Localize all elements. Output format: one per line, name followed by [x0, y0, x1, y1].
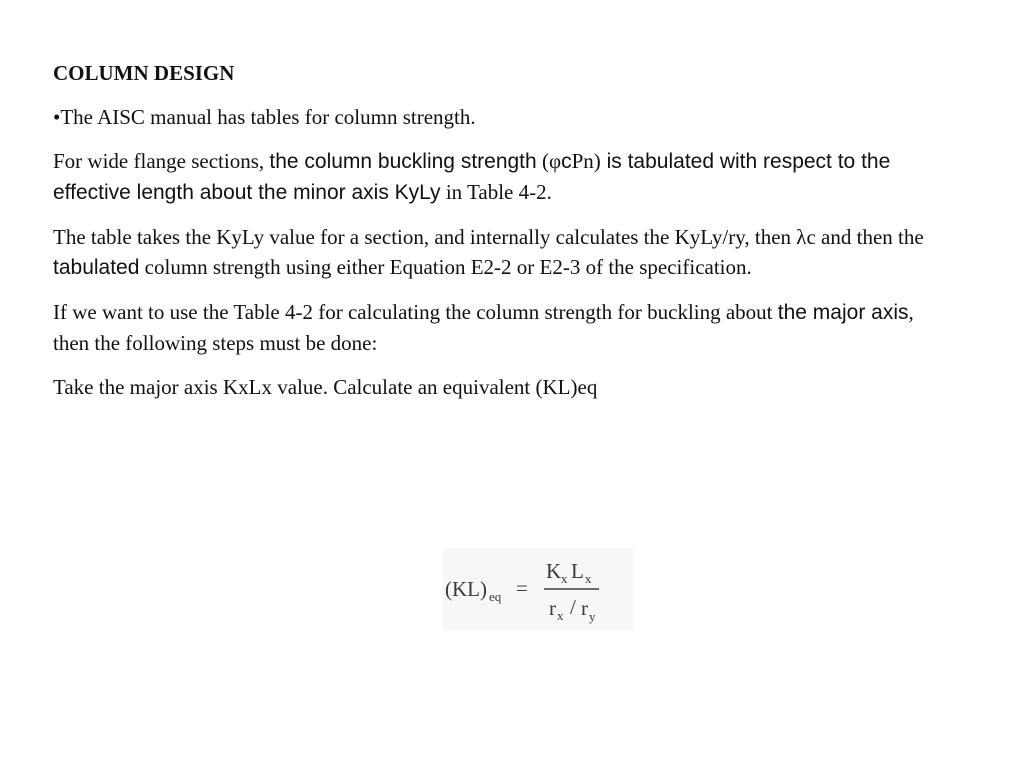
equivalent-length-formula — [443, 548, 633, 630]
formula-denominator-r1: r — [549, 596, 556, 620]
formula-denominator-r2-subscript: y — [589, 609, 596, 624]
formula-lhs-subscript: eq — [489, 589, 502, 604]
p1-text-b: the column buckling strength — [269, 150, 537, 173]
p1-text-g: in Table 4-2. — [440, 180, 552, 204]
formula-denominator-slash: / — [570, 595, 576, 619]
formula-equals: = — [516, 576, 528, 600]
p2-text-b: tabulated — [53, 256, 140, 279]
formula-denominator-r2: r — [581, 596, 588, 620]
formula-numerator-l-subscript: x — [585, 571, 592, 586]
bullet-point: •The AISC manual has tables for column strength. — [53, 105, 476, 129]
formula-lhs: (KL) — [445, 577, 487, 601]
p1-text-c: (φ — [536, 149, 562, 173]
p2-text-a: The table takes the KyLy value for a section, and internally calculates the KyLy/ry, then λc and then the — [53, 225, 924, 249]
p3-text-a: If we want to use the Table 4-2 for calculating the column strength for buckling about — [53, 300, 778, 324]
p3-text-c: , then the following steps must be done: — [53, 300, 914, 355]
paragraph-minor-axis — [53, 146, 953, 208]
paragraph-equivalent: Take the major axis KxLx value. Calculate an equivalent (KL)eq — [53, 375, 598, 399]
p2-text-c: column strength using either Equation E2-2 or E2-3 of the specification. — [139, 255, 752, 279]
p3-text-b: the major axis — [777, 301, 909, 324]
p1-text-f: is tabulated with respect to the effective length about the minor axis KyLy — [53, 150, 891, 204]
p1-text-a: For wide flange sections, — [53, 149, 270, 173]
paragraph-major-axis — [53, 297, 953, 358]
formula-numerator-l: L — [571, 559, 584, 583]
p1-text-d: c — [561, 150, 572, 173]
slide-heading: COLUMN DESIGN — [53, 61, 235, 85]
slide-content — [53, 58, 953, 416]
paragraph-table-calc — [53, 222, 953, 283]
formula-denominator-r1-subscript: x — [557, 608, 564, 623]
p1-text-e: Pn) — [571, 149, 601, 173]
formula-numerator-k-subscript: x — [561, 571, 568, 586]
formula-svg — [443, 548, 633, 630]
formula-numerator-k: K — [546, 559, 562, 583]
